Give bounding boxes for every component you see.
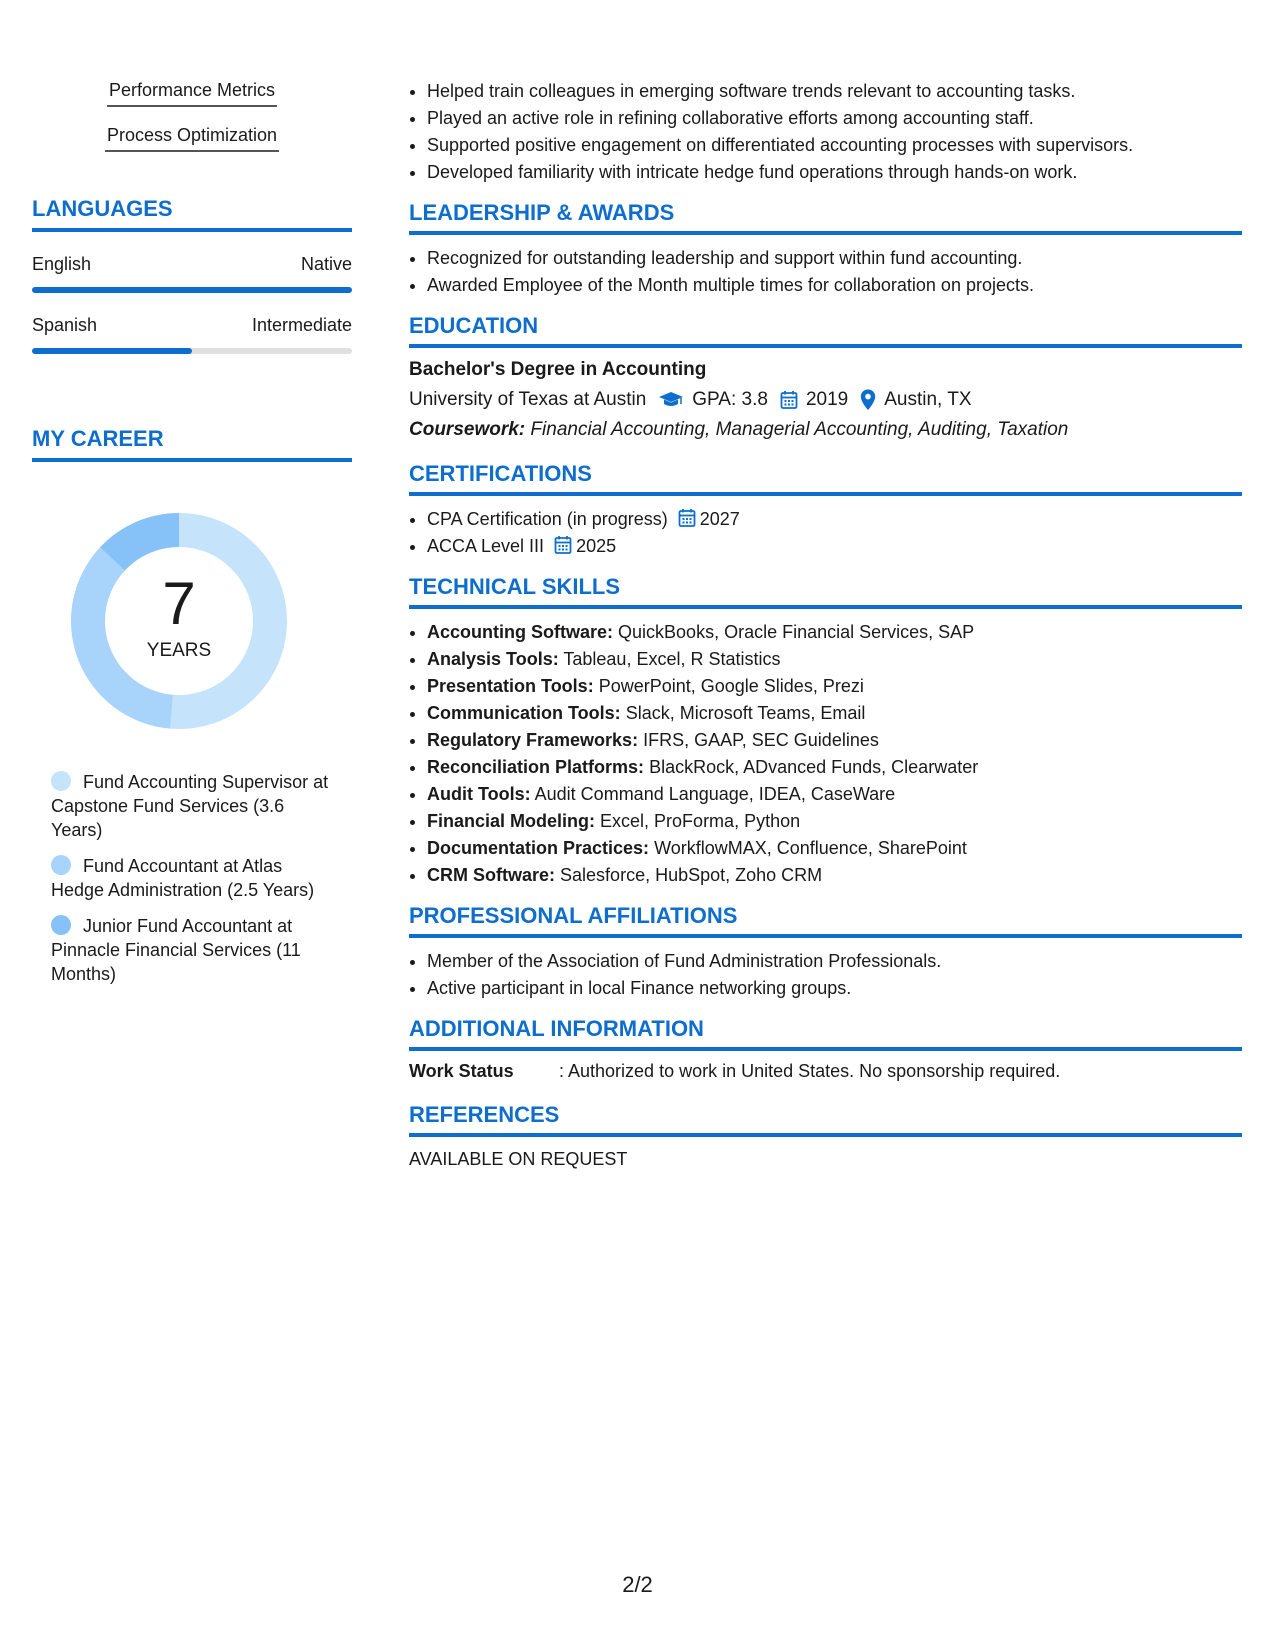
technical-skill-label: CRM Software: [427, 865, 556, 885]
affiliations-heading: PROFESSIONAL AFFILIATIONS [409, 903, 1242, 938]
work-status-value: : Authorized to work in United States. No sponsorship required. [559, 1061, 1061, 1081]
language-proficiency-bar [32, 348, 352, 354]
career-heading: MY CAREER [32, 426, 352, 462]
affiliations-list [409, 948, 1242, 1002]
legend-dot-icon [51, 771, 71, 791]
certification-item [427, 533, 1242, 560]
technical-skill-value: Slack, Microsoft Teams, Email [625, 703, 866, 723]
technical-skill-item [427, 646, 1242, 673]
technical-skill-item [427, 673, 1242, 700]
graduation-cap-icon [658, 391, 684, 409]
experience-bullet: • Played an active role in refining collaborative efforts among accounting staff. [427, 105, 1242, 132]
calendar-icon [780, 390, 798, 410]
leadership-item: • Awarded Employee of the Month multiple times for collaboration on projects. [427, 272, 1242, 299]
language-item [32, 315, 352, 354]
language-level: Native [300, 254, 352, 274]
technical-skill-value: BlackRock, ADvanced Funds, Clearwater [649, 757, 979, 777]
technical-skill-value: Excel, ProForma, Python [600, 811, 801, 831]
technical-skill-value: Salesforce, HubSpot, Zoho CRM [560, 865, 823, 885]
work-status-label: Work Status [409, 1061, 514, 1081]
experience-bullets [409, 78, 1242, 186]
references-text: AVAILABLE ON REQUEST [409, 1149, 628, 1169]
experience-bullet: • Helped train colleagues in emerging software trends relevant to accounting tasks. [427, 78, 1242, 105]
location-pin-icon [860, 389, 876, 411]
language-proficiency-fill [32, 348, 192, 354]
technical-skill-value: PowerPoint, Google Slides, Prezi [598, 676, 864, 696]
language-proficiency-fill [32, 287, 352, 293]
certifications-heading: CERTIFICATIONS [409, 461, 1242, 496]
leadership-list [409, 245, 1242, 299]
skill-tags [32, 78, 352, 152]
technical-skill-label: Communication Tools: [427, 703, 621, 723]
career-legend-item [51, 854, 331, 902]
career-legend [32, 770, 331, 986]
career-section [32, 426, 352, 986]
page-number: 2/2 [622, 1572, 653, 1597]
technical-skill-label: Regulatory Frameworks: [427, 730, 639, 750]
career-donut-chart [64, 506, 294, 736]
education-year: 2019 [805, 389, 849, 410]
education-degree: Bachelor's Degree in Accounting [409, 359, 707, 380]
technical-skill-label: Reconciliation Platforms: [427, 757, 645, 777]
career-role: Fund Accountant at Atlas Hedge Administration (2.5 Years) [51, 856, 315, 900]
technical-skill-value: Tableau, Excel, R Statistics [563, 649, 781, 669]
technical-skill-label: Analysis Tools: [427, 649, 559, 669]
legend-dot-icon [51, 855, 71, 875]
calendar-icon [554, 535, 572, 555]
experience-bullet: • Supported positive engagement on differentiated accounting processes with supervisors. [427, 132, 1242, 159]
technical-skill-value: WorkflowMAX, Confluence, SharePoint [654, 838, 967, 858]
career-total-unit: YEARS [146, 640, 212, 661]
affiliation-item: • Member of the Association of Fund Administration Professionals. [427, 948, 1242, 975]
education-coursework [409, 419, 1242, 441]
technical-skill-item [427, 835, 1242, 862]
certification-year: 2025 [576, 536, 617, 556]
certifications-list [409, 506, 1242, 560]
education-school: University of Texas at Austin [409, 389, 647, 410]
technical-skills-list [409, 619, 1242, 889]
certification-year: 2027 [699, 509, 740, 529]
technical-skills-heading: TECHNICAL SKILLS [409, 574, 1242, 609]
technical-skill-item [427, 727, 1242, 754]
leadership-heading: LEADERSHIP & AWARDS [409, 200, 1242, 235]
language-name: Spanish [32, 315, 98, 335]
technical-skill-value: Audit Command Language, IDEA, CaseWare [534, 784, 896, 804]
references-heading: REFERENCES [409, 1102, 1242, 1137]
language-name: English [32, 254, 92, 274]
leadership-item: • Recognized for outstanding leadership and support within fund accounting. [427, 245, 1242, 272]
skill-tag: Performance Metrics [107, 78, 277, 107]
certification-name: ACCA Level III [427, 536, 545, 556]
education-location: Austin, TX [884, 389, 972, 410]
technical-skill-label: Accounting Software: [427, 622, 614, 642]
experience-bullet: • Developed familiarity with intricate hedge fund operations through hands-on work. [427, 159, 1242, 186]
technical-skill-item [427, 700, 1242, 727]
right-column [409, 78, 1242, 1170]
education-details [409, 389, 1242, 411]
technical-skill-item [427, 754, 1242, 781]
legend-dot-icon [51, 915, 71, 935]
technical-skill-item [427, 862, 1242, 889]
technical-skill-label: Financial Modeling: [427, 811, 596, 831]
technical-skill-value: QuickBooks, Oracle Financial Services, SAP [618, 622, 975, 642]
certification-name: CPA Certification (in progress) [427, 509, 668, 529]
career-role: Fund Accounting Supervisor at Capstone Fund Services (3.6 Years) [51, 772, 329, 840]
affiliation-item: • Active participant in local Finance networking groups. [427, 975, 1242, 1002]
languages-section [32, 196, 352, 354]
language-level: Intermediate [251, 315, 352, 335]
languages-heading: LANGUAGES [32, 196, 352, 232]
skill-tag: Process Optimization [105, 123, 279, 152]
career-legend-item [51, 914, 331, 986]
additional-info-heading: ADDITIONAL INFORMATION [409, 1016, 1242, 1051]
career-total-number: 7 [162, 570, 196, 637]
left-column [32, 78, 352, 998]
coursework-label: Coursework: [409, 419, 526, 440]
work-status-row [409, 1061, 1242, 1082]
career-role: Junior Fund Accountant at Pinnacle Financial Services (11 Months) [51, 916, 301, 984]
technical-skill-label: Presentation Tools: [427, 676, 594, 696]
language-proficiency-bar [32, 287, 352, 293]
certification-item [427, 506, 1242, 533]
technical-skill-item [427, 781, 1242, 808]
calendar-icon [678, 508, 696, 528]
technical-skill-value: IFRS, GAAP, SEC Guidelines [643, 730, 879, 750]
technical-skill-label: Documentation Practices: [427, 838, 650, 858]
technical-skill-item [427, 808, 1242, 835]
education-gpa: GPA: 3.8 [692, 389, 768, 410]
language-item [32, 254, 352, 293]
technical-skill-item [427, 619, 1242, 646]
technical-skill-label: Audit Tools: [427, 784, 531, 804]
education-heading: EDUCATION [409, 313, 1242, 348]
coursework-list: Financial Accounting, Managerial Accounting, Auditing, Taxation [530, 419, 1069, 440]
career-legend-item [51, 770, 331, 842]
